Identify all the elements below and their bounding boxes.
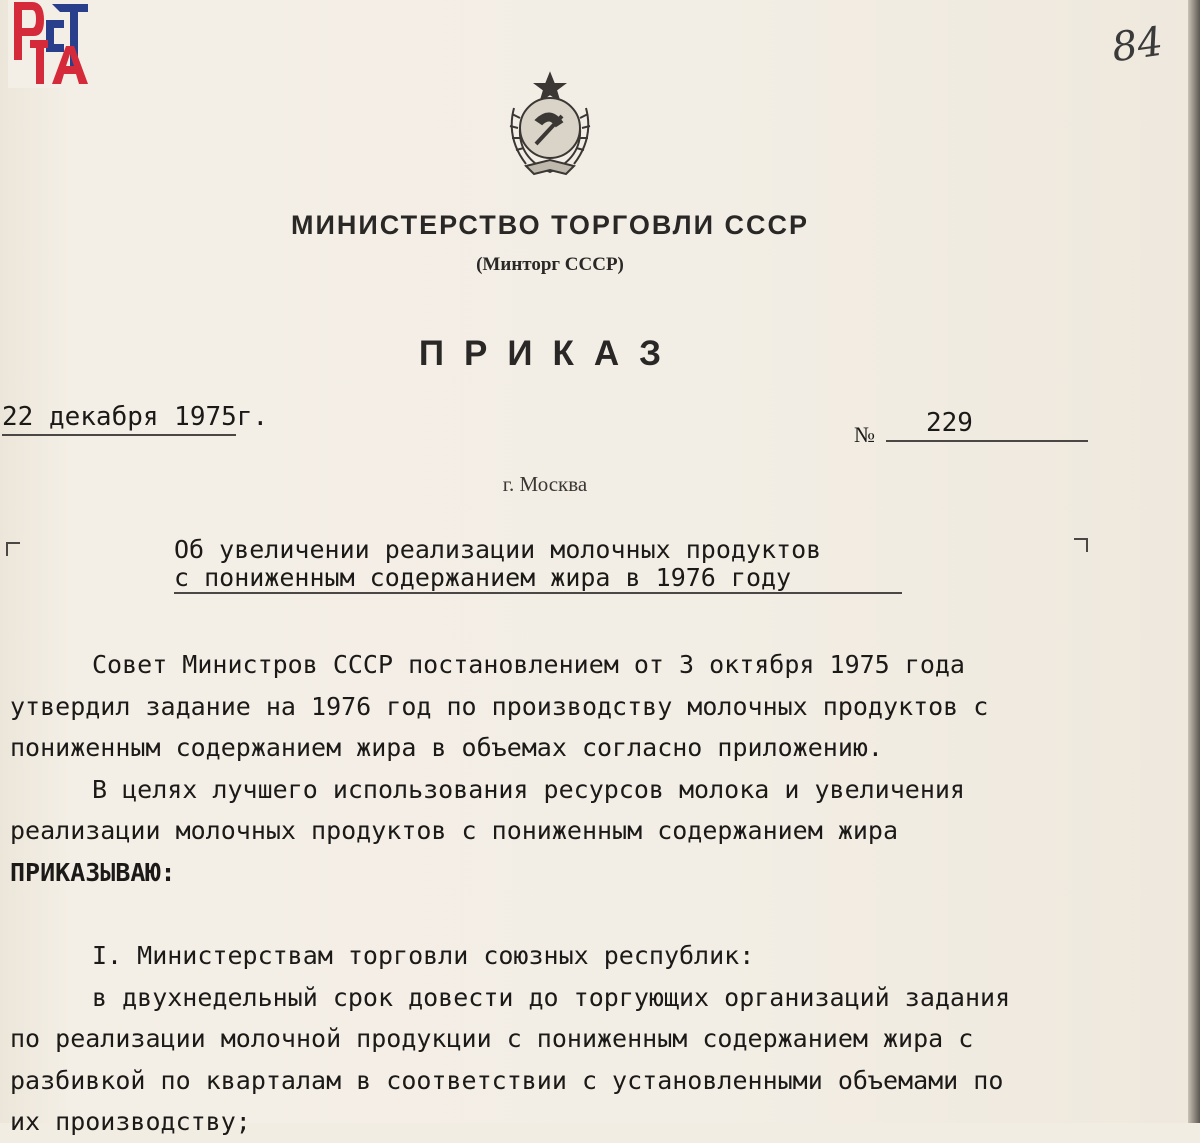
item-1-line-4: их производству; <box>10 1107 251 1136</box>
paragraph-2-line-1: В целях лучшего использования ресурсов молока и увеличения <box>92 774 965 804</box>
item-1-heading: I. Министерствам торговли союзных республик: <box>92 941 755 970</box>
order-subject <box>174 536 914 594</box>
paragraph-1-line-3: пониженным содержанием жира в объемах согласно приложению. <box>10 733 883 762</box>
paragraph-1-line-1: Совет Министров СССР постановлением от 3 октября 1975 года <box>92 650 965 679</box>
order-number-label: № <box>854 422 875 447</box>
item-1-line-2: по реализации молочной продукции с пониженным содержанием жира с <box>10 1024 974 1053</box>
order-place: г. Москва <box>502 472 588 496</box>
paragraph-1-line-2: утвердил задание на 1976 год по производству молочных продуктов с <box>10 691 989 721</box>
item-1-line-3: разбивкой по кварталам в соответствии с установленными объемами по <box>10 1065 1004 1095</box>
page-edge-shadow <box>1188 0 1200 1123</box>
order-body <box>10 644 1120 1143</box>
subject-corner-mark-right <box>1074 538 1088 552</box>
order-number: 229 <box>886 408 1088 442</box>
subject-line-1: Об увеличении реализации молочных продуктов <box>174 535 822 564</box>
page-number: 84 <box>1109 18 1166 72</box>
item-1-line-1: в двухнедельный срок довести до торгующих организаций задания <box>92 982 1011 1012</box>
order-date: 22 декабря 1975г. <box>2 402 236 436</box>
ministry-short-name: (Минторг СССР) <box>476 254 624 275</box>
archive-logo <box>8 0 98 88</box>
subject-corner-mark-left <box>6 542 20 556</box>
document-type: ПРИКАЗ <box>418 334 682 373</box>
ussr-state-emblem-icon <box>496 68 604 180</box>
subject-line-2: с пониженным содержанием жира в 1976 году <box>174 564 902 594</box>
paragraph-2-line-2: реализации молочных продуктов с пониженным содержанием жира <box>10 816 899 845</box>
ministry-title: МИНИСТЕРСТВО ТОРГОВЛИ СССР <box>290 210 810 240</box>
order-directive: ПРИКАЗЫВАЮ: <box>10 857 176 887</box>
